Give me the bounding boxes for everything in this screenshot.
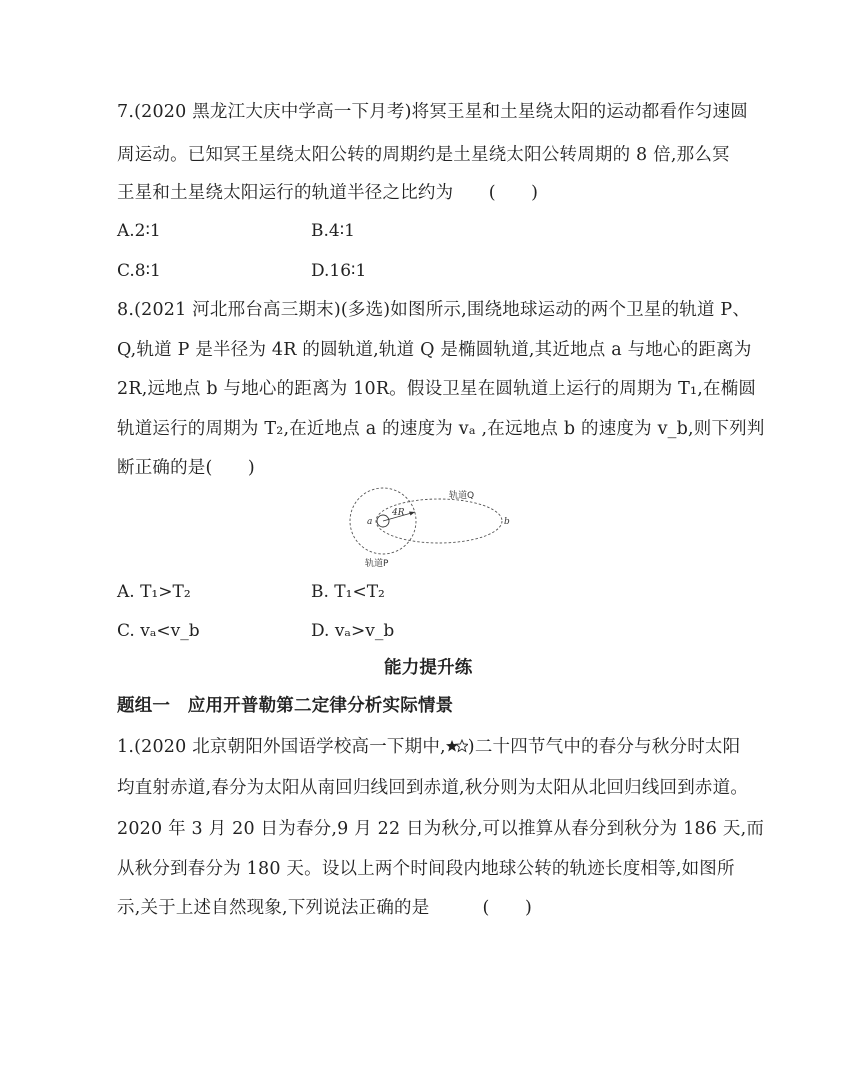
q1-line-1-suffix: )二十四节气中的春分与秋分时太阳 bbox=[467, 737, 741, 757]
q1-line-4: 从秋分到春分为 180 天。设以上两个时间段内地球公转的轨迹长度相等,如图所 bbox=[117, 859, 735, 879]
group-title: 题组一 应用开普勒第二定律分析实际情景 bbox=[117, 696, 454, 716]
q7-line-2: 周运动。已知冥王星绕太阳公转的周期约是土星绕太阳公转周期的 8 倍,那么冥 bbox=[117, 145, 730, 165]
section-title: 能力提升练 bbox=[384, 658, 473, 678]
q7-line-3: 王星和土星绕太阳运行的轨道半径之比约为 ( ) bbox=[117, 183, 539, 203]
radius-arrowhead bbox=[409, 512, 415, 516]
orbit-q-ellipse bbox=[376, 499, 502, 543]
q1-line-1 bbox=[117, 735, 740, 759]
q1-line-2: 均直射赤道,春分为太阳从南回归线回到赤道,秋分则为太阳从北回归线回到赤道。 bbox=[117, 778, 749, 798]
q7-line-1: 7.(2020 黑龙江大庆中学高一下月考)将冥王星和土星绕太阳的运动都看作匀速圆 bbox=[117, 102, 748, 122]
q7-option-a: A.2∶1 bbox=[117, 221, 161, 241]
q8-line-5: 断正确的是( ) bbox=[117, 458, 255, 478]
label-a: a bbox=[367, 517, 373, 527]
q8-option-a: A. T₁>T₂ bbox=[117, 582, 191, 602]
q8-line-4: 轨道运行的周期为 T₂,在近地点 a 的速度为 vₐ ,在远地点 b 的速度为 v_b,则下列判 bbox=[117, 419, 765, 439]
label-orbit-q: 轨道Q bbox=[449, 491, 475, 501]
q8-line-1: 8.(2021 河北邢台高三期末)(多选)如图所示,围绕地球运动的两个卫星的轨道 P、 bbox=[117, 300, 751, 320]
q7-option-b: B.4∶1 bbox=[311, 221, 355, 241]
q7-option-d: D.16∶1 bbox=[311, 261, 367, 281]
label-4r: 4R bbox=[392, 508, 405, 518]
q8-option-c: C. vₐ<v_b bbox=[117, 621, 200, 641]
orbit-diagram bbox=[345, 482, 530, 572]
q1-line-3: 2020 年 3 月 20 日为春分,9 月 22 日为秋分,可以推算从春分到秋分为 186 天,而 bbox=[117, 819, 765, 839]
q8-line-3: 2R,远地点 b 与地心的距离为 10R。假设卫星在圆轨道上运行的周期为 T₁,在椭圆 bbox=[117, 379, 757, 399]
label-orbit-p: 轨道P bbox=[365, 559, 389, 569]
difficulty-stars-icon bbox=[446, 739, 468, 753]
q1-line-1-prefix: 1.(2020 北京朝阳外国语学校高一下期中, bbox=[117, 737, 446, 757]
q7-option-c: C.8∶1 bbox=[117, 261, 161, 281]
q8-option-d: D. vₐ>v_b bbox=[311, 621, 395, 641]
q8-option-b: B. T₁<T₂ bbox=[311, 582, 385, 602]
label-b: b bbox=[504, 517, 510, 527]
q8-line-2: Q,轨道 P 是半径为 4R 的圆轨道,轨道 Q 是椭圆轨道,其近地点 a 与地心的距离为 bbox=[117, 340, 752, 360]
q1-line-5: 示,关于上述自然现象,下列说法正确的是 ( ) bbox=[117, 898, 532, 918]
